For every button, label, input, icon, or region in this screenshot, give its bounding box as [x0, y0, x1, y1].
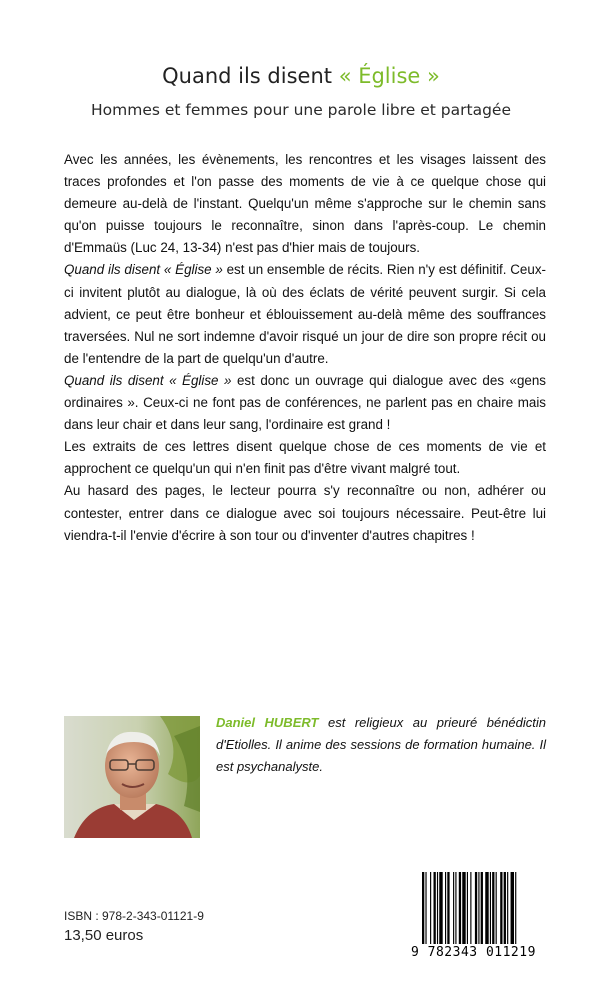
author-name: Daniel HUBERT — [216, 715, 319, 730]
author-photo — [64, 716, 200, 838]
barcode-bar — [447, 872, 449, 944]
author-bio — [216, 712, 546, 778]
paragraph-4: Les extraits de ces lettres disent quelque chose de ces moments de vie et approchent ce quelqu'un qui n'en finit pas d'être vivant malgré tout. — [64, 439, 546, 477]
barcode-bar — [439, 872, 442, 944]
barcode-bar — [459, 872, 461, 944]
barcode-bar — [467, 872, 468, 944]
barcode-bar — [496, 872, 497, 944]
barcode-bar — [445, 872, 446, 944]
barcode-bar — [504, 872, 506, 944]
book-title-accent: « Église » — [338, 64, 440, 88]
barcode-bar — [515, 872, 516, 944]
author-bio-text: est religieux au prieuré bénédictin d'Etiolles. Il anime des sessions de formation humaine. Il est psychanalyste. — [216, 715, 546, 774]
barcode — [420, 872, 550, 948]
barcode-bar — [434, 872, 436, 944]
paragraph-2-title: Quand ils disent « Église » — [64, 262, 223, 278]
barcode-bar — [462, 872, 465, 944]
back-cover-text — [64, 149, 546, 547]
barcode-bar — [492, 872, 494, 944]
book-title — [0, 64, 602, 88]
barcode-digits: 9 782343 011219 — [411, 945, 536, 960]
barcode-bar — [478, 872, 479, 944]
barcode-bar — [422, 872, 424, 944]
barcode-bar — [490, 872, 491, 944]
barcode-bar — [485, 872, 488, 944]
book-title-main: Quand ils disent — [162, 64, 332, 88]
barcode-bar — [470, 872, 471, 944]
paragraph-1: Avec les années, les évènements, les rencontres et les visages laissent des traces profondes et l'on passe des moments de vie à ce quelque chose qui demeure au-delà de l'instant. Quelqu'un même s'approche sur le chemin sans qu'on puisse toujours le reconnaître, sinon dans l'après-coup. Le chemin d'Emmaüs (Luc 24, 13-34) n'est pas d'hier mais de toujours. — [64, 152, 546, 256]
barcode-bar — [481, 872, 483, 944]
book-subtitle: Hommes et femmes pour une parole libre et partagée — [90, 101, 511, 119]
isbn: ISBN : 978-2-343-01121-9 — [64, 909, 204, 923]
barcode-bar — [453, 872, 454, 944]
barcode-bar — [437, 872, 438, 944]
paragraph-5: Au hasard des pages, le lecteur pourra s'y reconnaître ou non, adhérer ou contester, entrer dans ce dialogue avec soi toujours nécessaire. Peut-être lui viendra-t-il l'envie d'écrire à son tour ou d'inventer d'autres chapitres ! — [64, 483, 546, 543]
paragraph-3-text: est donc un ouvrage qui dialogue avec des «gens ordinaires ». Ceux-ci ne font pas de conférences, ne parlent pas en chaire mais dans leur chair et dans leur sang, l'ordinaire est grand ! — [64, 372, 546, 433]
paragraph-3-title: Quand ils disent « Église » — [64, 372, 232, 388]
barcode-bar — [511, 872, 514, 944]
barcode-bar — [475, 872, 477, 944]
barcode-bar — [455, 872, 456, 944]
barcode-bar — [425, 872, 426, 944]
barcode-bar — [430, 872, 431, 944]
paragraph-3 — [64, 370, 546, 436]
price: 13,50 euros — [64, 927, 144, 944]
paragraph-2-text: est un ensemble de récits. Rien n'y est définitif. Ceux-ci invitent plutôt au dialogue, là où des éclats de vérité peuvent surgir. Si cela advient, ce peut être bonheur et éblouissement au-delà même des souffrances traversées. Nul ne sort indemne d'avoir risqué un jour de dire son propre récit ou de l'entendre de la part de quelqu'un d'autre. — [64, 262, 546, 366]
barcode-bar — [500, 872, 502, 944]
barcode-bar — [507, 872, 508, 944]
paragraph-2 — [64, 259, 546, 369]
